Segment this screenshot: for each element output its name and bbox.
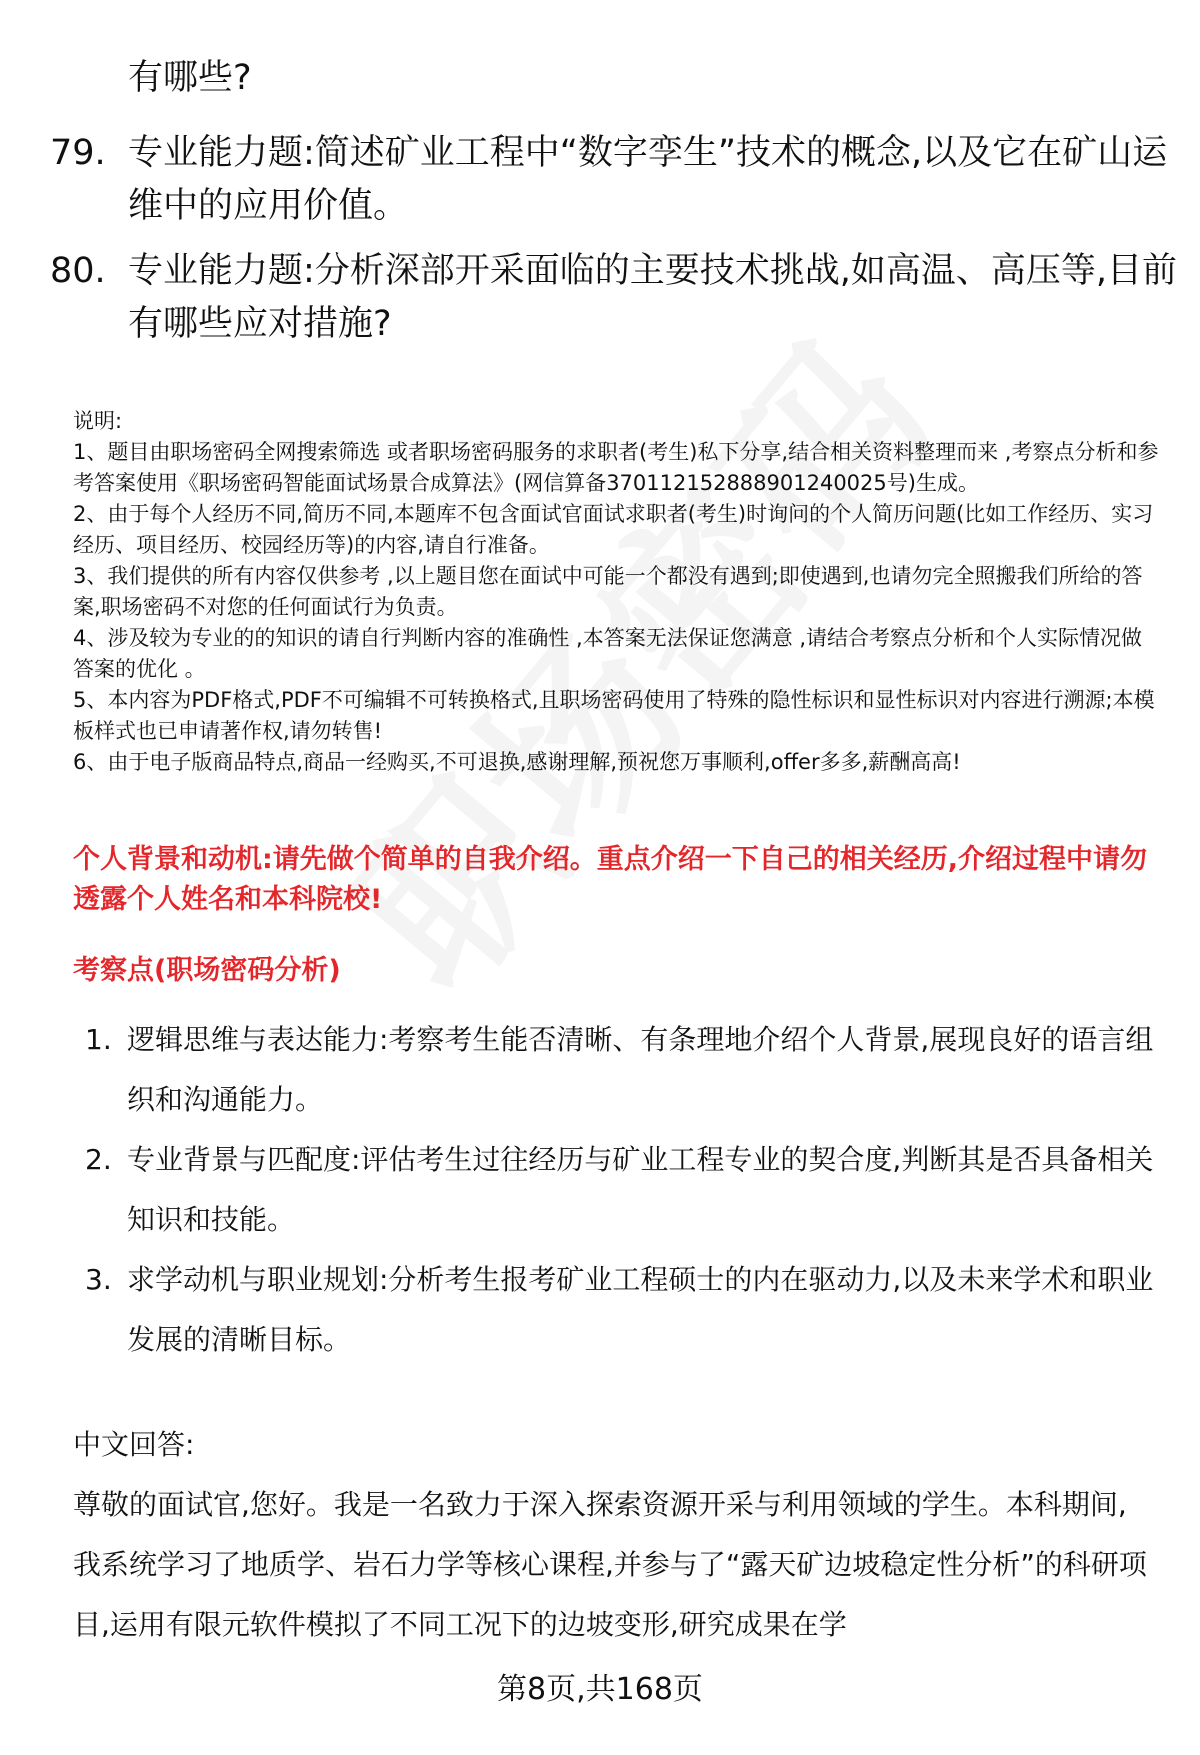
notes-section [73,406,1163,778]
question-number: 79. [50,133,106,173]
note-item: 3、我们提供的所有内容仅供参考 ,以上题目您在面试中可能一个都没有遇到;即使遇到,也请勿完全照搬我们所给的答案,职场密码不对您的任何面试行为负责。 [73,564,1143,619]
note-item: 2、由于每个人经历不同,简历不同,本题库不包含面试官面试求职者(考生)时询问的个人简历问题(比如工作经历、实习经历、项目经历、校园经历等)的内容,请自行准备。 [73,502,1154,557]
note-item: 5、本内容为PDF格式,PDF不可编辑不可转换格式,且职场密码使用了特殊的隐性标识和显性标识对内容进行溯源;本模板样式也已申请著作权,请勿转售! [73,688,1155,743]
answer-label: 中文回答: [73,1428,195,1461]
question-number: 80. [50,251,106,291]
question-text: 专业能力题:简述矿业工程中“数字孪生”技术的概念,以及它在矿山运维中的应用价值。 [128,133,1168,226]
note-item: 4、涉及较为专业的的知识的请自行判断内容的准确性 ,本答案无法保证您满意 ,请结合考察点分析和个人实际情况做答案的优化 。 [73,626,1143,681]
page-footer: 第8页,共168页 [497,1672,703,1707]
kaocha-title: 考察点(职场密码分析) [73,955,341,986]
answer-text: 尊敬的面试官,您好。我是一名致力于深入探索资源开采与利用领域的学生。本科期间,我系统学习了地质学、岩石力学等核心课程,并参与了“露天矿边坡稳定性分析”的科研项目,运用有限元软件模拟了不同工况下的边坡变形,研究成果在学 [73,1488,1147,1641]
note-item: 6、由于电子版商品特点,商品一经购买,不可退换,感谢理解,预祝您万事顺利,offer多多,薪酬高高! [73,750,961,774]
note-item: 1、题目由职场密码全网搜索筛选 或者职场密码服务的求职者(考生)私下分享,结合相关资料整理而来 ,考察点分析和参考答案使用《职场密码智能面试场景合成算法》(网信算备370112152888901240025号)生成。 [73,440,1159,495]
motive-question: 个人背景和动机:请先做个简单的自我介绍。重点介绍一下自己的相关经历,介绍过程中请勿透露个人姓名和本科院校! [73,844,1148,915]
question-text: 专业能力题:分析深部开采面临的主要技术挑战,如高温、高压等,目前有哪些应对措施? [128,251,1178,344]
notes-heading: 说明: [73,409,123,433]
